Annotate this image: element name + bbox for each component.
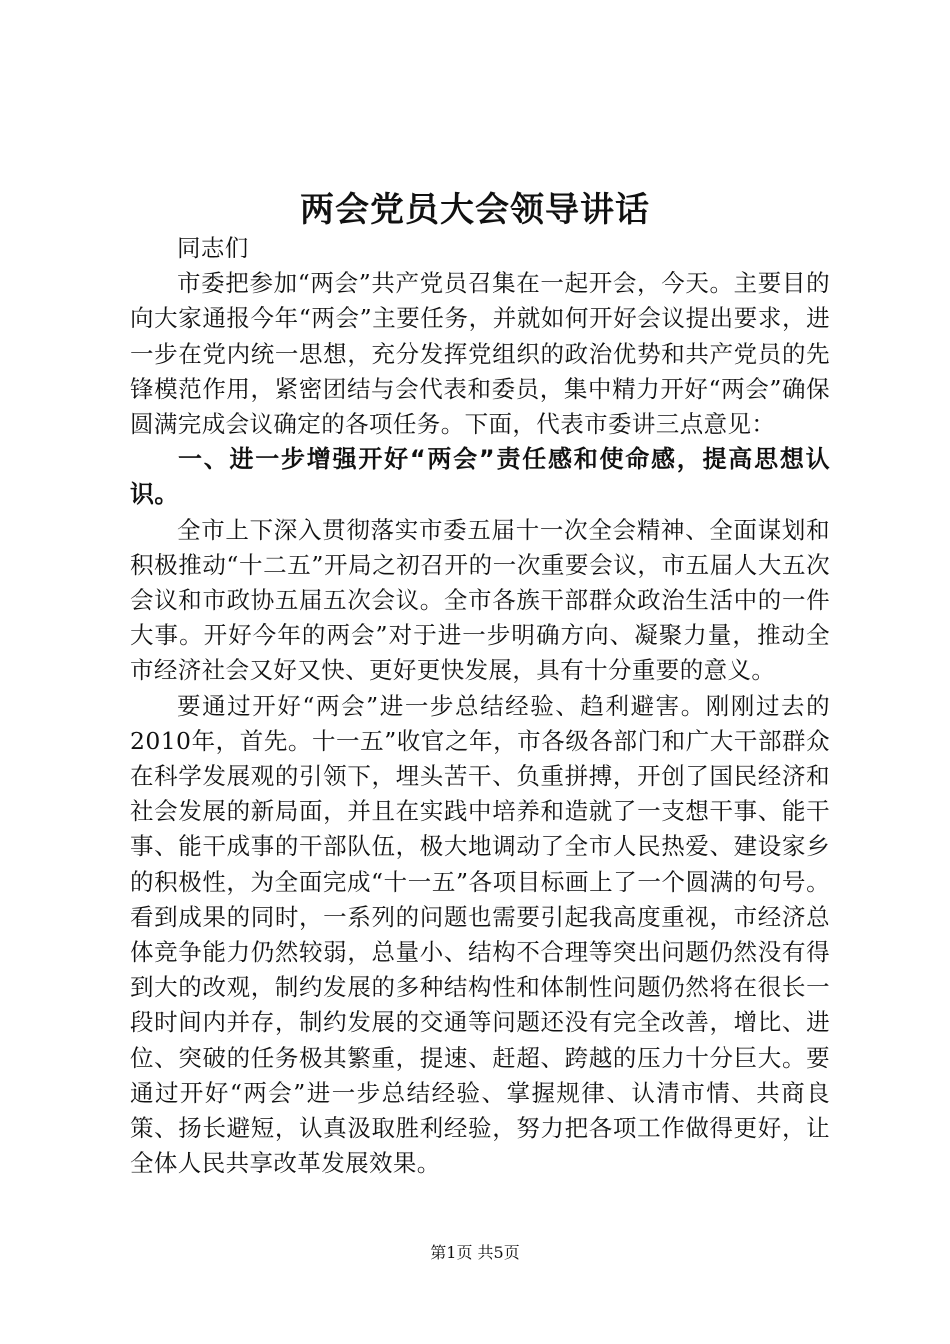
document-title: 两会党员大会领导讲话 [300,190,650,230]
section-heading-1: 一、进一步增强开好“两会”责任感和使命感，提高思想认识。 [130,445,830,509]
document-body [130,231,830,1181]
greeting: 同志们 [177,234,249,262]
page-footer: 第1页 共5页 [430,1243,520,1262]
paragraph-significance: 全市上下深入贯彻落实市委五届十一次全会精神、全面谋划和积极推动“十二五”开局之初召开的一次重要会议，市五届人大五次会议和市政协五届五次会议。全市各族干部群众政治生活中的一件大事。开好今年的两会”对于进一步明确方向、凝聚力量，推动全市经济社会又好又快、更好更快发展，具有十分重要的意义。 [130,515,830,685]
paragraph-experience: 要通过开好“两会”进一步总结经验、趋利避害。刚刚过去的2010年，首先。十一五”收官之年，市各级各部门和广大干部群众在科学发展观的引领下，埋头苦干、负重拼搏，开创了国民经济和社会发展的新局面，并且在实践中培养和造就了一支想干事、能干事、能干成事的干部队伍，极大地调动了全市人民热爱、建设家乡的积极性，为全面完成“十一五”各项目标画上了一个圆满的句号。看到成果的同时，一系列的问题也需要引起我高度重视，市经济总体竞争能力仍然较弱，总量小、结构不合理等突出问题仍然没有得到大的改观，制约发展的多种结构性和体制性问题仍然将在很长一段时间内并存，制约发展的交通等问题还没有完全改善，增比、进位、突破的任务极其繁重，提速、赶超、跨越的压力十分巨大。要通过开好“两会”进一步总结经验、掌握规律、认清市情、共商良策、扬长避短，认真汲取胜利经验，努力把各项工作做得更好，让全体人民共享改革发展效果。 [130,691,830,1178]
paragraph-intro: 市委把参加“两会”共产党员召集在一起开会，今天。主要目的向大家通报今年“两会”主要任务，并就如何开好会议提出要求，进一步在党内统一思想，充分发挥党组织的政治优势和共产党员的先锋模范作用，紧密团结与会代表和委员，集中精力开好“两会”确保圆满完成会议确定的各项任务。下面，代表市委讲三点意见： [130,269,830,439]
